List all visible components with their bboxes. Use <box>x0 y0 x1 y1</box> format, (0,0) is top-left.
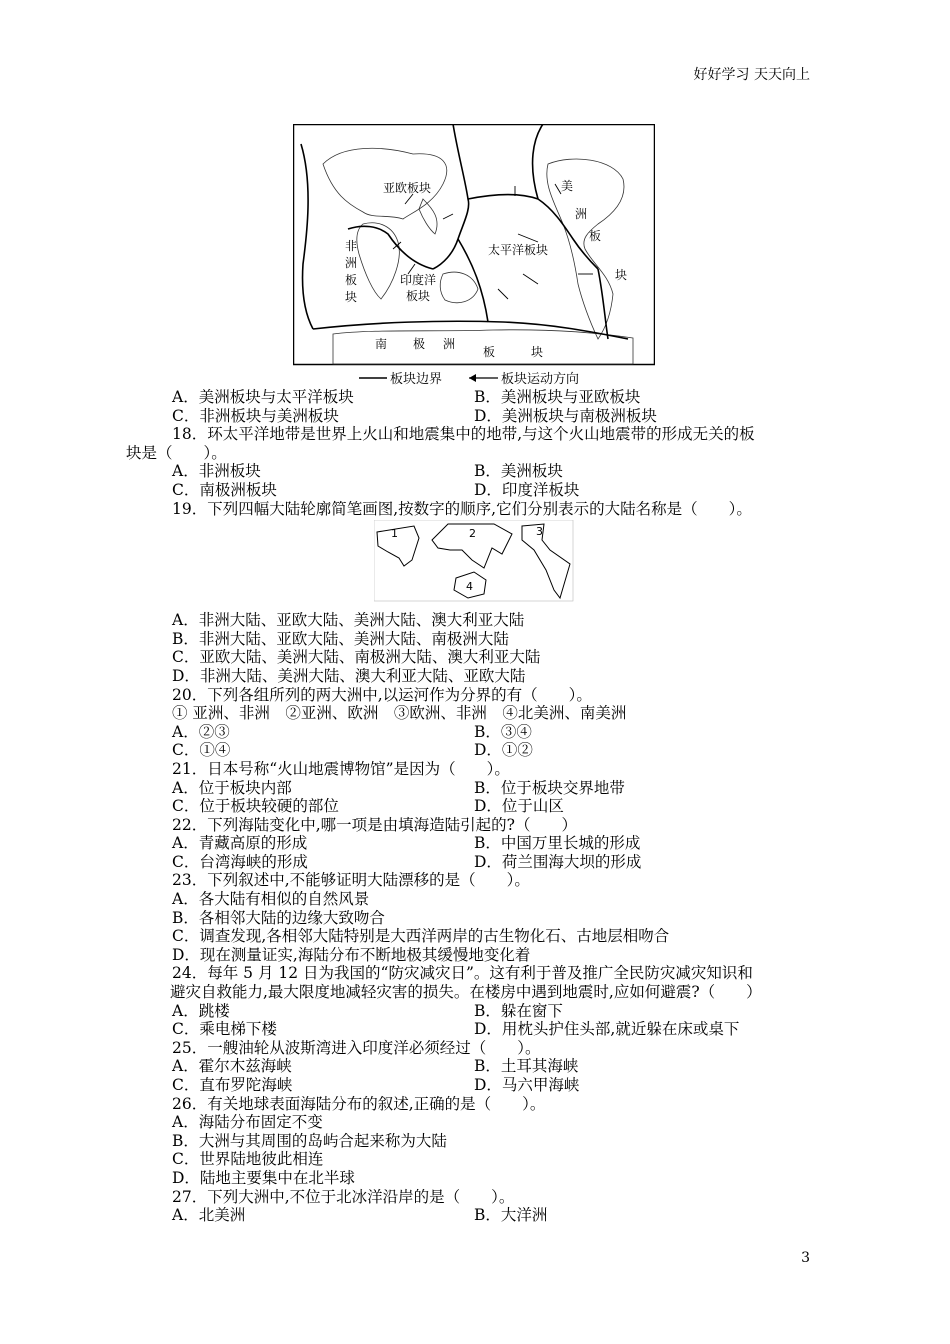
q24-stem-1: 24．每年 5 月 12 日为我国的“防灾减灾日”。这有利于普及推广全民防灾减灾知识和 <box>172 964 753 983</box>
q27-stem: 27．下列大洲中,不位于北冰洋沿岸的是（ ）。 <box>172 1187 515 1206</box>
q18-stem-2: 块是（ ）。 <box>126 443 227 462</box>
q20-items: ① 亚洲、非洲 ②亚洲、欧洲 ③欧洲、非洲 ④北美洲、南美洲 <box>172 704 627 723</box>
africa-label-3: 板 <box>345 273 358 287</box>
q19-figure-space <box>172 518 812 611</box>
question-content <box>126 388 812 1225</box>
plate-tectonics-map <box>293 124 655 386</box>
q23-stem: 23．下列叙述中,不能够证明大陆漂移的是（ ）。 <box>172 871 530 890</box>
legend-boundary: 板块边界 <box>390 372 443 386</box>
america-label-2: 洲 <box>575 207 588 221</box>
q26-option-d: D．陆地主要集中在北半球 <box>172 1168 355 1187</box>
q23-option-b: B．各相邻大陆的边缘大致吻合 <box>172 908 385 927</box>
q19-option-d: D．非洲大陆、美洲大陆、澳大利亚大陆、亚欧大陆 <box>172 666 526 685</box>
q25-options-row-2: C．直布罗陀海峡 D．马六甲海峡 <box>172 1076 580 1094</box>
pacific-plate-label: 太平洋板块 <box>488 243 549 257</box>
shape-2-label: 2 <box>469 527 476 540</box>
q20-stem: 20．下列各组所列的两大洲中,以运河作为分界的有（ ）。 <box>172 685 592 704</box>
page-header: 好好学习 天天向上 <box>693 67 810 83</box>
shape-1-label: 1 <box>391 527 398 540</box>
antarctic-label-2: 极 <box>413 337 426 351</box>
q22-options-row-2: C．台湾海峡的形成 D．荷兰围海大坝的形成 <box>172 852 642 871</box>
q19-stem: 19．下列四幅大陆轮廓简笔画图,按数字的顺序,它们分别表示的大陆名称是（ ）。 <box>172 499 752 518</box>
q22-stem: 22．下列海陆变化中,哪一项是由填海造陆引起的?（ ） <box>172 815 577 834</box>
indian-label-1: 印度洋 <box>400 273 437 287</box>
antarctic-label-4: 板 <box>483 345 496 359</box>
america-label-4: 块 <box>615 268 628 282</box>
q18-options-row-1: A．非洲板块 B．美洲板块 <box>172 462 563 481</box>
q26-option-b: B．大洲与其周围的岛屿合起来称为大陆 <box>172 1131 447 1150</box>
africa-label-2: 洲 <box>345 256 358 270</box>
antarctic-label-3: 洲 <box>443 337 456 351</box>
q18-stem-1: 18．环太平洋地带是世界上火山和地震集中的地带,与这个火山地震带的形成无关的板 <box>172 425 755 444</box>
q20-options-row-2: C．①④ D．①② <box>172 741 533 760</box>
q24-options-row-2: C．乘电梯下楼 D．用枕头护住头部,就近躲在床或桌下 <box>172 1020 740 1039</box>
antarctic-label-5: 块 <box>531 345 544 359</box>
africa-label-1: 非 <box>345 239 358 253</box>
q19-option-c: C．亚欧大陆、美洲大陆、南极洲大陆、澳大利亚大陆 <box>172 648 541 667</box>
q20-options-row-1: A．②③ B．③④ <box>172 722 532 741</box>
q18-options-row-2: C．南极洲板块 D．印度洋板块 <box>172 480 580 499</box>
q22-options-row-1: A．青藏高原的形成 B．中国万里长城的形成 <box>172 834 641 853</box>
q21-options-row-2: C．位于板块较硬的部位 D．位于山区 <box>172 797 564 816</box>
q26-option-a: A．海陆分布固定不变 <box>172 1113 323 1132</box>
america-label-3: 板 <box>589 229 602 243</box>
q24-options-row-1: A．跳楼 B．躲在窗下 <box>172 1001 563 1020</box>
legend-motion: 板块运动方向 <box>501 372 580 386</box>
q26-option-c: C．世界陆地彼此相连 <box>172 1150 324 1169</box>
q23-option-a: A．各大陆有相似的自然风景 <box>172 890 370 909</box>
q25-stem: 25．一艘油轮从波斯湾进入印度洋必须经过（ ）。 <box>172 1038 541 1057</box>
q19-option-a: A．非洲大陆、亚欧大陆、美洲大陆、澳大利亚大陆 <box>172 611 525 630</box>
page-number: 3 <box>801 1250 810 1266</box>
africa-label-4: 块 <box>345 290 358 304</box>
q21-stem: 21．日本号称“火山地震博物馆”是因为（ ）。 <box>172 759 510 778</box>
q21-options-row-1: A．位于板块内部 B．位于板块交界地带 <box>172 778 625 797</box>
shape-4-label: 4 <box>466 580 473 593</box>
q19-option-b: B．非洲大陆、亚欧大陆、美洲大陆、南极洲大陆 <box>172 629 509 648</box>
indian-label-2: 板块 <box>406 289 431 303</box>
q23-option-c: C．调查发现,各相邻大陆特别是大西洋两岸的古生物化石、古地层相吻合 <box>172 927 670 946</box>
q17-options-row-2: C．非洲板块与美洲板块 D．美洲板块与南极洲板块 <box>172 406 657 425</box>
eurasian-plate-label: 亚欧板块 <box>383 181 432 195</box>
america-label-1: 美 <box>561 179 574 193</box>
q26-stem: 26．有关地球表面海陆分布的叙述,正确的是（ ）。 <box>172 1094 546 1113</box>
q17-options-row-1: A．美洲板块与太平洋板块 B．美洲板块与亚欧板块 <box>172 388 641 406</box>
q24-stem-2: 避灾自救能力,最大限度地减轻灾害的损失。在楼房中遇到地震时,应如何避震?（ ） <box>170 983 762 1002</box>
antarctic-label-1: 南 <box>375 337 388 351</box>
q27-options-row-1: A．北美洲 B．大洋洲 <box>172 1206 548 1225</box>
q25-options-row-1: A．霍尔木兹海峡 B．土耳其海峡 <box>172 1057 579 1076</box>
q23-option-d: D．现在测量证实,海陆分布不断地极其缓慢地变化着 <box>172 945 531 964</box>
shape-3-label: 3 <box>536 525 543 538</box>
